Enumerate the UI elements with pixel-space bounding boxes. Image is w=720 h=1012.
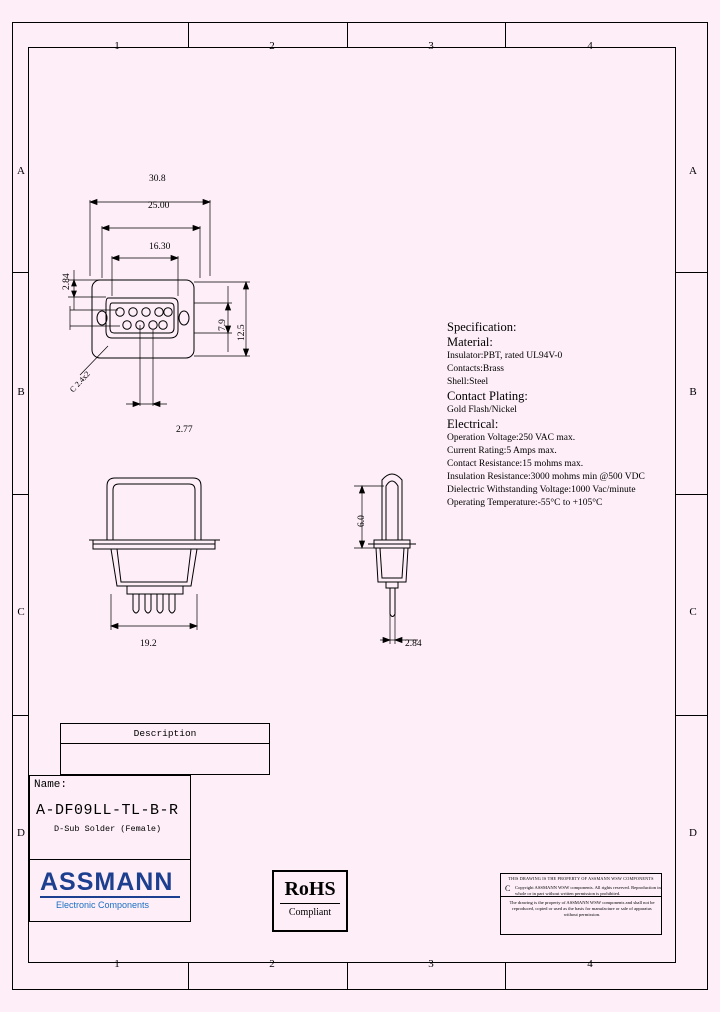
zone-letter-right-b: B	[689, 386, 697, 398]
note-body: The drawing is the property of ASSMANN WSW components and shall not be reproduced, copied or used as the basis for manufacture or sale of apparatus without permission.	[509, 900, 655, 917]
zone-number-top-4: 4	[587, 40, 593, 52]
zone-letter-left-a: A	[17, 165, 25, 177]
front-view-drawing	[60, 170, 310, 430]
zone-tick-left-2	[12, 494, 29, 495]
spec-electrical-item-3: Insulation Resistance:3000 mohms min @500 VDC	[447, 472, 645, 482]
description-header: Description	[61, 724, 269, 744]
copyright-text: Copyright ASSMANN WSW components. All rights reserved. Reproduction in whole or in part without written permission is prohibited.	[515, 885, 661, 896]
dim-2-84-left: 2.84	[62, 273, 72, 290]
dim-6-0: 6.0	[357, 515, 367, 527]
copyright-icon: C	[505, 884, 511, 893]
rohs-compliant-label: Compliant	[288, 907, 332, 918]
spec-material-item-0: Insulator:PBT, rated UL94V-0	[447, 351, 563, 361]
zone-number-top-2: 2	[269, 40, 275, 52]
zone-tick-top-2	[347, 22, 348, 47]
zone-tick-left-3	[12, 715, 29, 716]
zone-tick-top-3	[505, 22, 506, 47]
rohs-divider	[280, 903, 340, 904]
zone-letter-right-c: C	[689, 606, 697, 618]
part-description: D-Sub Solder (Female)	[54, 824, 162, 834]
dim-7-9: 7.9	[218, 319, 228, 331]
zone-letter-right-a: A	[689, 165, 697, 177]
assmann-logo-tagline: Electronic Components	[56, 900, 150, 910]
spec-title: Specification:	[447, 320, 517, 334]
zone-number-bottom-4: 4	[587, 958, 593, 970]
dim-2-77: 2.77	[176, 425, 193, 435]
assmann-logo-text: ASSMANN	[40, 868, 174, 896]
spec-material-item-1: Contacts:Brass	[447, 364, 504, 374]
zone-tick-right-1	[676, 272, 708, 273]
zone-letter-left-b: B	[17, 386, 25, 398]
spec-electrical-title: Electrical:	[447, 417, 499, 431]
section-view-drawing	[340, 462, 460, 662]
rohs-label: RoHS	[284, 878, 336, 900]
spec-material-title: Material:	[447, 335, 493, 349]
side-view-drawing	[75, 470, 295, 650]
spec-electrical-item-4: Dielectric Withstanding Voltage:1000 Vac/minute	[447, 485, 636, 495]
zone-number-top-3: 3	[428, 40, 434, 52]
specification-block	[447, 320, 662, 510]
zone-tick-left-1	[12, 272, 29, 273]
rohs-badge	[272, 870, 348, 932]
name-label: Name:	[34, 779, 68, 791]
dim-16-30: 16.30	[149, 242, 171, 252]
spec-electrical-item-1: Current Rating:5 Amps max.	[447, 446, 557, 456]
spec-electrical-item-0: Operation Voltage:250 VAC max.	[447, 433, 576, 443]
zone-number-bottom-2: 2	[269, 958, 275, 970]
logo-underline	[40, 896, 180, 898]
zone-letter-left-c: C	[17, 606, 25, 618]
note-divider	[501, 896, 661, 897]
dim-chamfer: C 2.4x2	[68, 369, 92, 395]
zone-tick-bottom-2	[347, 963, 348, 990]
spec-plating-item-0: Gold Flash/Nickel	[447, 405, 517, 415]
zone-letter-right-d: D	[689, 827, 697, 839]
zone-number-bottom-3: 3	[428, 958, 434, 970]
spec-plating-title: Contact Plating:	[447, 389, 528, 403]
dim-25-00: 25.00	[148, 201, 170, 211]
dim-12-5: 12.5	[237, 324, 247, 341]
part-number: A-DF09LL-TL-B-R	[36, 802, 179, 819]
spec-electrical-item-2: Contact Resistance:15 mohms max.	[447, 459, 584, 469]
zone-tick-top-1	[188, 22, 189, 47]
spec-electrical-item-5: Operating Temperature:-55°C to +105°C	[447, 498, 603, 508]
dim-30-8: 30.8	[149, 174, 166, 184]
spec-material-item-2: Shell:Steel	[447, 377, 489, 387]
dim-19-2: 19.2	[140, 639, 157, 649]
legal-note-box	[500, 873, 662, 935]
zone-number-bottom-1: 1	[114, 958, 120, 970]
zone-tick-right-2	[676, 494, 708, 495]
dim-2-84-section: 2.84	[405, 639, 422, 649]
zone-number-top-1: 1	[114, 40, 120, 52]
zone-letter-left-d: D	[17, 827, 25, 839]
zone-tick-right-3	[676, 715, 708, 716]
description-box	[60, 723, 270, 775]
zone-tick-bottom-1	[188, 963, 189, 990]
zone-tick-bottom-3	[505, 963, 506, 990]
assmann-logo-box	[29, 860, 191, 922]
name-box	[29, 775, 191, 860]
note-header: THIS DRAWING IS THE PROPERTY OF ASSMANN WSW COMPONENTS	[508, 876, 654, 881]
